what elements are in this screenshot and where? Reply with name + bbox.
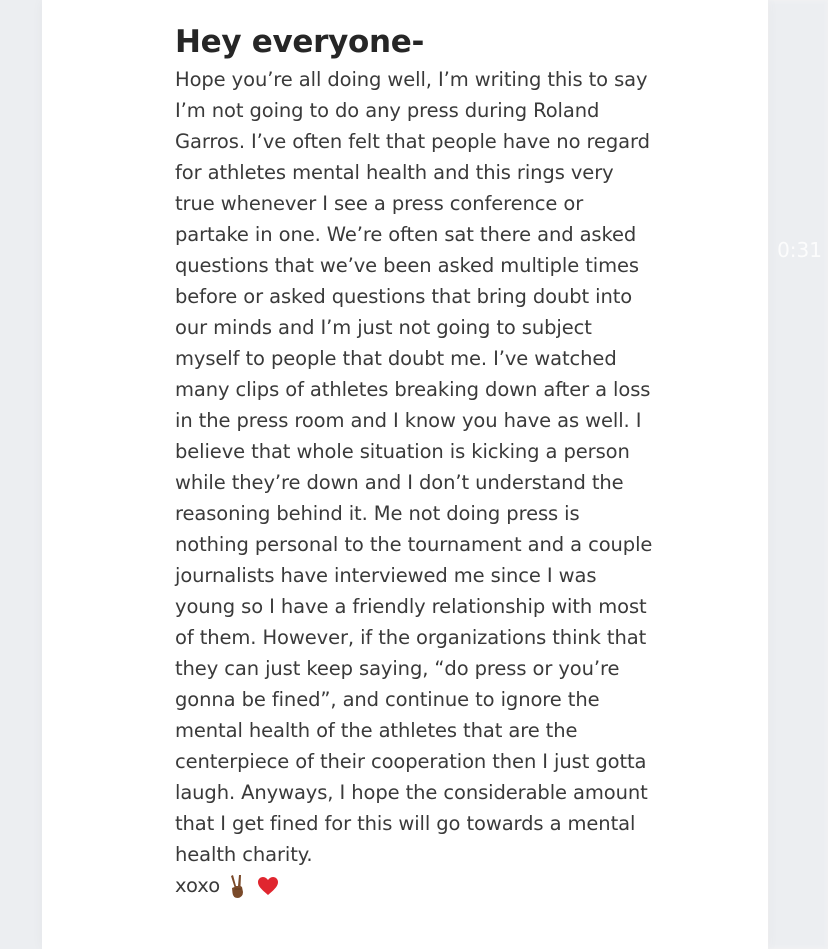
- background-left-panel: [0, 0, 42, 949]
- background-right-panel: [768, 0, 828, 949]
- red-heart-icon: [256, 873, 280, 899]
- background-timestamp: 0:31: [777, 238, 822, 262]
- note-card: [42, 0, 768, 949]
- signoff-text: xoxo: [175, 874, 221, 897]
- victory-hand-icon: [226, 873, 250, 899]
- note-title: Hey everyone-: [175, 24, 425, 60]
- note-content: [175, 22, 655, 901]
- note-body: Hope you’re all doing well, I’m writing this to say I’m not going to do any press during Roland Garros. I’ve often felt that people have no regard for athletes mental health and this rings very true whenever I see a press conference or partake in one. We’re often sat there and asked questions that we’ve been asked multiple times before or asked questions that bring doubt into our minds and I’m just not going to subject myself to people that doubt me. I’ve watched many clips of athletes breaking down after a loss in the press room and I know you have as well. I believe that whole situation is kicking a person while they’re down and I don’t understand the reasoning behind it. Me not doing press is nothing personal to the tournament and a couple journalists have interviewed me since I was young so I have a friendly relationship with most of them. However, if the organizations think that they can just keep saying, “do press or you’re gonna be fined”, and continue to ignore the mental health of the athletes that are the centerpiece of their cooperation then I just gotta laugh. Anyways, I hope the considerable amount that I get fined for this will go towards a mental health charity.: [175, 68, 653, 866]
- note-signoff: [175, 870, 655, 901]
